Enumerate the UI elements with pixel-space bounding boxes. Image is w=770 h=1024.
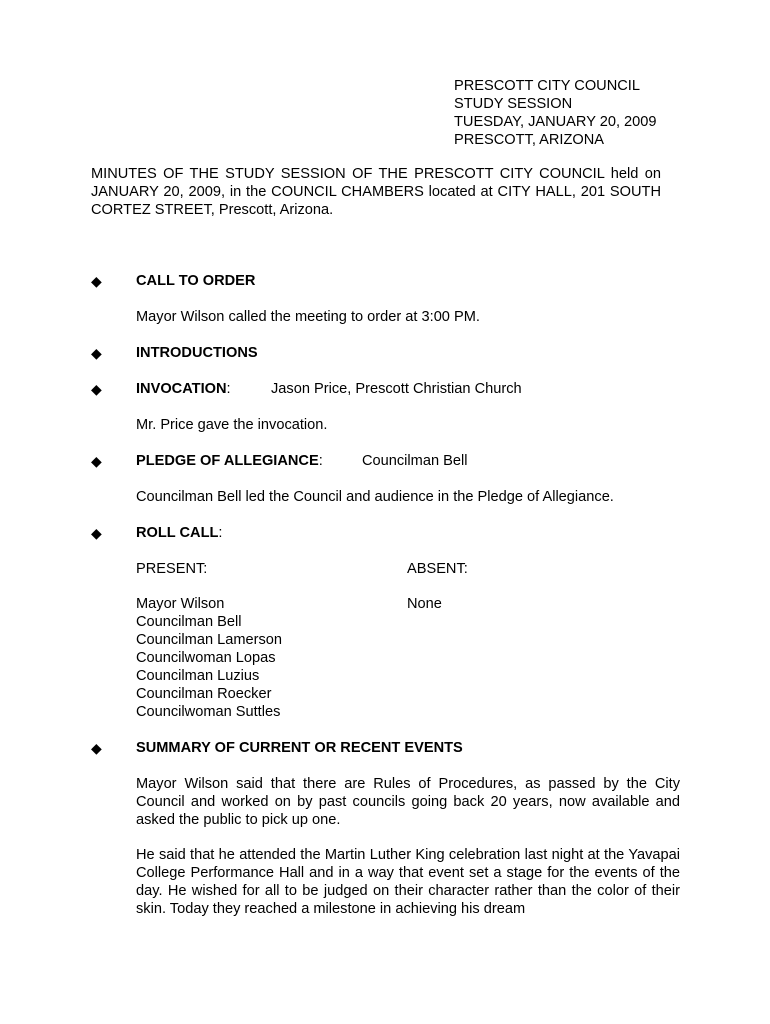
invocation-title: INVOCATION (136, 381, 227, 397)
list-item: Councilman Luzius (136, 668, 260, 684)
present-label: PRESENT: (136, 561, 208, 577)
roll-call-title: ROLL CALL (136, 525, 219, 541)
section-title: INTRODUCTIONS (136, 345, 258, 361)
section-title (136, 524, 222, 542)
list-item: Councilwoman Lopas (136, 650, 276, 666)
section-title (136, 452, 323, 470)
call-to-order-text: Mayor Wilson called the meeting to order at 3:00 PM. (136, 309, 480, 325)
section-title (136, 380, 231, 398)
diamond-bullet-icon: ◆ (91, 345, 102, 361)
section-title: SUMMARY OF CURRENT OR RECENT EVENTS (136, 740, 463, 756)
intro-paragraph: MINUTES OF THE STUDY SESSION OF THE PRESCOTT CITY COUNCIL held on JANUARY 20, 2009, in the COUNCIL CHAMBERS located at CITY HALL, 201 SOUTH CORTEZ STREET, Prescott, Arizona. (91, 166, 661, 218)
list-item: Councilwoman Suttles (136, 704, 281, 720)
pledge-colon: : (318, 453, 323, 469)
header-date: TUESDAY, JANUARY 20, 2009 (454, 114, 657, 130)
absent-label: ABSENT: (407, 561, 468, 577)
list-item: Mayor Wilson (136, 596, 225, 612)
diamond-bullet-icon: ◆ (91, 525, 102, 541)
list-item: Councilman Bell (136, 614, 242, 630)
absent-value: None (407, 596, 442, 612)
summary-paragraph-1: Mayor Wilson said that there are Rules of Procedures, as passed by the City Council and worked on by past councils going back 20 years, now available and asked the public to pick up one. (136, 776, 680, 828)
invocation-text: Mr. Price gave the invocation. (136, 417, 328, 433)
document-header (454, 77, 734, 149)
roll-call-colon: : (218, 525, 223, 541)
pledge-title: PLEDGE OF ALLEGIANCE (136, 453, 319, 469)
invocation-colon: : (226, 381, 231, 397)
list-item: Councilman Lamerson (136, 632, 283, 648)
diamond-bullet-icon: ◆ (91, 740, 102, 756)
header-location: PRESCOTT, ARIZONA (454, 132, 605, 148)
list-item: Councilman Roecker (136, 686, 272, 702)
pledge-text: Councilman Bell led the Council and audience in the Pledge of Allegiance. (136, 489, 614, 505)
header-session-type: STUDY SESSION (454, 96, 573, 112)
pledge-value: Councilman Bell (362, 453, 468, 469)
diamond-bullet-icon: ◆ (91, 453, 102, 469)
header-council-name: PRESCOTT CITY COUNCIL (454, 78, 640, 94)
summary-paragraph-2: He said that he attended the Martin Luther King celebration last night at the Yavapai College Performance Hall and in a way that event set a stage for the events of the day. He wished for all to be judged on their character rather than the color of their skin. Today they reached a milestone in achieving his dream (136, 847, 680, 917)
diamond-bullet-icon: ◆ (91, 381, 102, 397)
invocation-value: Jason Price, Prescott Christian Church (271, 381, 522, 397)
diamond-bullet-icon: ◆ (91, 273, 102, 289)
present-list (136, 595, 282, 721)
section-title: CALL TO ORDER (136, 273, 256, 289)
